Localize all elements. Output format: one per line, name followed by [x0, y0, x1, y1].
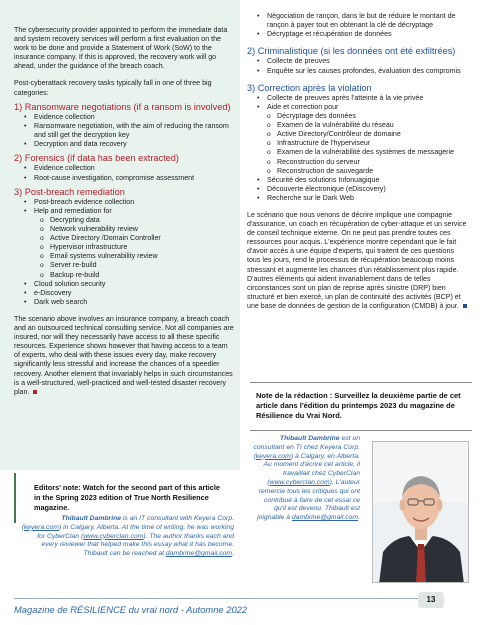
list-item: • Help and remediation for [14, 207, 234, 216]
page-number: 13 [418, 592, 444, 608]
list-item: • Decryption and data recovery [14, 140, 234, 149]
list-item: • Post-breach evidence collection [14, 198, 234, 207]
top-list [247, 12, 469, 39]
sub-list-item: o Infrastructure de l'hyperviseur [247, 139, 469, 148]
section-2-list [14, 164, 234, 182]
email-link[interactable]: dambrine@gmail.com [291, 514, 359, 522]
end-mark-icon [33, 390, 37, 394]
author-photo [372, 441, 469, 583]
email-link[interactable]: dambrine@gmail.com [165, 550, 233, 558]
section-3-list-fr [247, 94, 469, 112]
sub-list-item: o Backup re-build [14, 271, 234, 280]
sub-list-item: o Décryptage des données [247, 112, 469, 121]
closing-paragraph-fr: Le scénario que nous venons de décrire implique une compagnie d'assurance, un coach en récupération de cyber-attaque et un service de conseil technique externe. On ne peut pas prendre toutes ces ressources pour acquis. L'expérience montre cependant que le fait d'avoir accès à une équipe d'experts, qui traitent de ces questions tous les jours, rend le processus de récupération beaucoup moins stressant et augmente les chances d'un rétablissement plus rapide. D'autres éléments qui aident invariablement dans de telles circonstances sont un plan de reprise après sinistre (DRP) bien structuré et bien exercé, un plan de continuité des activités (BCP) et une base de données de gestion de la configuration (CMDB) à jour. [247, 211, 467, 310]
section-3-heading: 3) Post-breach remediation [14, 186, 125, 197]
cyberclan-link[interactable]: www.cyberclan.com [83, 532, 144, 540]
sub-list-item: o Examen de la vulnérabilité des systèmes de messagerie [247, 148, 469, 157]
author-portrait-image [373, 442, 469, 583]
section-3-heading-fr: 3) Correction après la violation [247, 82, 372, 93]
sub-list-item: o Network vulnerability review [14, 225, 234, 234]
section-3-list-b [14, 280, 234, 307]
list-item: • Recherche sur le Dark Web [247, 194, 469, 203]
section-1-list [14, 113, 234, 149]
french-column [247, 12, 469, 319]
author-bio-fr: Thibault Dambrine est un consultant en TI chez Keyera Corp. (keyera.com) à Calgary, en Alberta. Au moment d'écrire cet article, il travaillait chez CyberClan (www.cyberclan.com). L'auteur remercie tous les critiques qui ont contribué à faire de cet essai ce qu'il est devenu. Thibault est joignable à dambrine@gmail.com. [253, 435, 360, 522]
section-3-sublist [14, 216, 234, 280]
editors-note-fr: Note de la rédaction : Surveillez la deuxième partie de cet article dans l'édition du printemps 2023 du magazine de Résilience du Vrai Nord. [250, 382, 472, 431]
sub-list-item: o Reconstruction du serveur [247, 158, 469, 167]
list-item: • Evidence collection [14, 164, 234, 173]
sub-list-item: o Reconstruction de sauvegarde [247, 167, 469, 176]
section-3-sublist-fr [247, 112, 469, 176]
section-2-heading-fr: 2) Criminalistique (si les données ont été exfiltrées) [247, 46, 456, 57]
list-item: • Aide et correction pour [247, 103, 469, 112]
sub-list-item: o Active Directory /Domain Controller [14, 234, 234, 243]
list-item: • Collecte de preuves après l'atteinte à la vie privée [247, 94, 469, 103]
list-item: • e-Discovery [14, 289, 234, 298]
list-item: • Découverte électronique (eDiscovery) [247, 185, 469, 194]
section-3-list [14, 198, 234, 216]
list-item: • Négociation de rançon, dans le but de réduire le montant de rançon à payer tout en obtenant la clé de décryptage [247, 12, 469, 30]
list-item: • Décryptage et récupération de données [247, 30, 469, 39]
sub-list-item: o Hypervisor infrastructure [14, 243, 234, 252]
end-mark-icon [463, 304, 467, 308]
sub-list-item: o Email systems vulnerability review [14, 252, 234, 261]
footer-divider [14, 598, 426, 599]
author-name: Thibault Dambrine [61, 515, 122, 522]
list-item: • Evidence collection [14, 113, 234, 122]
sub-list-item: o Examen de la vulnérabilité du réseau [247, 121, 469, 130]
footer-magazine-title: Magazine de RÉSILIENCE du vrai nord - Automne 2022 [14, 604, 248, 615]
list-item: • Root-cause investigation, compromise assessment [14, 174, 234, 183]
closing-paragraph: The scenario above involves an insurance company, a breach coach and an outsourced technical consulting service. Not all companies are insured, nor will they necessarily have access to all these specific resources. Experience shows however that having access to a team of experts, who deal with these issues every day, make recovery significantly less stressful and increase the chances of a speedier recovery. Another element that invariably helps in such circumstances is a well-structured, well-practiced and well-tested disaster recovery plan. [14, 314, 234, 396]
sub-list-item: o Active Directory/Contrôleur de domaine [247, 130, 469, 139]
section-2-list-fr [247, 57, 469, 75]
list-item: • Collecte de preuves [247, 57, 469, 66]
list-item: • Cloud solution security [14, 280, 234, 289]
intro-paragraph: The cybersecurity provider appointed to perform the immediate data and system recovery services will perform a first evaluation on the work to be done and provide a Statement of Work (SoW) to the insurance company. If this is approved, the recovery work will go ahead, under the guidance of the breach coach. [14, 26, 228, 71]
cyberclan-link[interactable]: www.cyberclan.com [269, 478, 330, 486]
list-item: • Ransomware negotiation, with the aim of reducing the ransom and still get the decryption key [14, 122, 234, 140]
keyera-link[interactable]: keyera.com [23, 523, 59, 531]
editors-note-en: Editors' note: Watch for the second part of this article in the Spring 2023 edition of True North Resilience magazine. [14, 473, 240, 523]
section-3-list-b-fr [247, 176, 469, 203]
list-item: • Sécurité des solutions Infonuagique [247, 176, 469, 185]
author-name: Thibault Dambrine [279, 435, 340, 442]
english-column [14, 26, 234, 405]
keyera-link[interactable]: keyera.com [255, 452, 291, 460]
section-2-heading: 2) Forensics (if data has been extracted) [14, 153, 179, 164]
list-item: • Enquête sur les causes profondes, évaluation des compromis [247, 67, 469, 76]
intro-paragraph-2: Post-cyberattack recovery tasks typically fall in one of three big categories: [14, 79, 212, 97]
section-1-heading: 1) Ransomware negotiations (if a ransom is involved) [14, 101, 231, 112]
sub-list-item: o Decrypting data [14, 216, 234, 225]
list-item: • Dark web search [14, 298, 234, 307]
sub-list-item: o Server re-build [14, 261, 234, 270]
author-bio-en: Thibault Dambrine is an IT consultant with Keyera Corp. (keyera.com) in Calgary, Alberta. At the time of writing, he was working for CyberClan (www.cyberclan.com). The author thanks each and every reviewer that helped make this essay what it has become. Thibault can be reached at dambrine@gmail.com. [21, 515, 234, 558]
